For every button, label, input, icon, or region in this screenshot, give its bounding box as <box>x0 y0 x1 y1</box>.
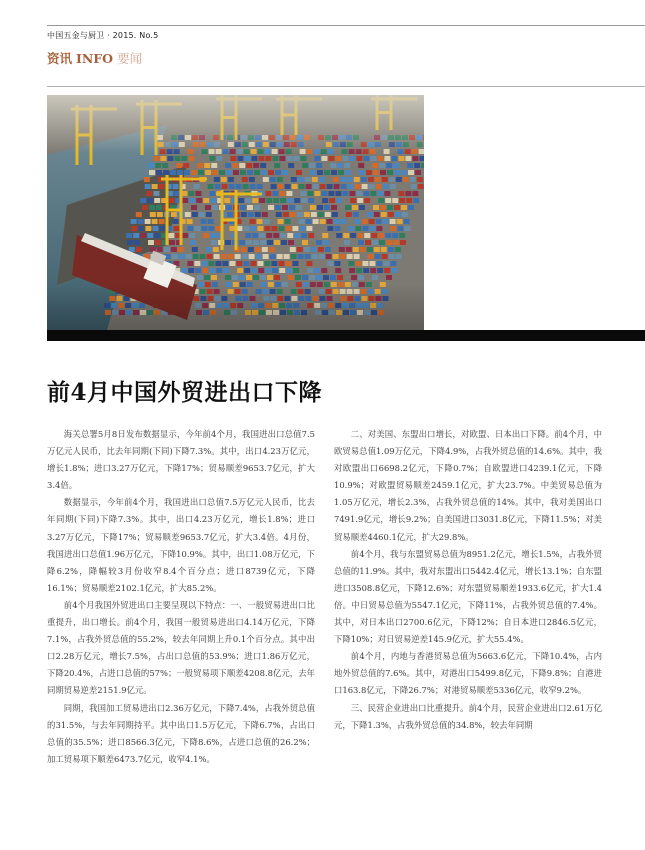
paragraph: 同期，我国加工贸易进出口2.36万亿元，下降7.4%，占我外贸总值的31.5%，与去年同期持平。其中出口1.5万亿元，下降6.7%，占出口总值的35.5%；进口8566.3亿元，下降8.6%，占进口总值的26.2%；加工贸易项下顺差6473.7亿元，收窄4.1%。 <box>47 702 315 764</box>
section-label-en: INFO <box>76 51 114 66</box>
journal-header: 中国五金与厨卫 · 2015. No.5 <box>47 31 159 40</box>
section-sublabel: 要闻 <box>117 51 143 66</box>
article-column-left <box>47 426 315 768</box>
paragraph: 海关总署5月8日发布数据显示，今年前4个月，我国进出口总值7.5万亿元人民币，比去年同期(下同)下降7.3%。其中，出口4.23万亿元，增长1.8%；进口3.27万亿元，下降17%；贸易顺差9653.7亿元，扩大3.4倍。 <box>47 429 315 491</box>
divider-bar <box>47 330 645 341</box>
article-column-right <box>334 426 602 734</box>
paragraph: 前4个月，内地与香港贸易总值为5663.6亿元，下降10.4%，占内地外贸总值的7.6%。其中，对港出口5499.8亿元，下降9.8%；自港进口163.8亿元，下降26.7%；对港贸易顺差5336亿元，收窄9.2%。 <box>334 651 602 696</box>
section-rule <box>47 86 645 87</box>
port-container-terminal-photo <box>47 95 424 330</box>
section-label <box>47 49 142 67</box>
paragraph: 二、对美国、东盟出口增长，对欧盟、日本出口下降。前4个月，中欧贸易总值1.09万亿元，下降4.9%，占我外贸总值的14.6%。其中，我对欧盟出口6698.2亿元，下降0.7%；自欧盟进口4239.1亿元，下降10.9%；对欧盟贸易顺差2459.1亿元，扩大23.7%。中美贸易总值为1.05万亿元，增长2.3%，占我外贸总值的14%。其中，我对美国出口7491.9亿元，增长9.2%；自美国进口3031.8亿元，下降11.5%；对美贸易顺差4460.1亿元，扩大29.8%。 <box>334 429 602 542</box>
paragraph: 三、民营企业进出口比重提升。前4个月，民营企业进出口2.61万亿元，下降1.3%，占我外贸总值的34.8%，较去年同期 <box>334 702 602 730</box>
header-rule <box>47 25 645 26</box>
article-title: 前4月中国外贸进出口下降 <box>47 379 323 406</box>
paragraph: 数据显示，今年前4个月，我国进出口总值7.5万亿元人民币，比去年同期(下同)下降7.3%。其中，出口4.23万亿元，增长1.8%；进口3.27万亿元，下降17%；贸易顺差9653.7亿元，扩大3.4倍。4月份，我国进出口总值1.96万亿元，下降10.9%。其中，出口1.08万亿元，下降6.2%，降幅较3月份收窄8.4个百分点；进口8739亿元，下降16.1%；贸易顺差2102.1亿元，扩大85.2%。 <box>47 497 315 593</box>
paragraph: 前4个月我国外贸进出口主要呈现以下特点：一、一般贸易进出口比重提升，出口增长。前4个月，我国一般贸易进出口4.14万亿元，下降7.1%，占我外贸总值的55.2%，较去年同期上升0.1个百分点。其中出口2.28万亿元，增长7.5%，占出口总值的53.9%；进口1.86万亿元，下降20.4%，占进口总值的57%；一般贸易项下顺差4208.8亿元，去年同期贸易逆差2151.9亿元。 <box>47 599 315 696</box>
paragraph: 前4个月，我与东盟贸易总值为8951.2亿元，增长1.5%，占我外贸总值的11.9%。其中，我对东盟出口5442.4亿元，增长13.1%；自东盟进口3508.8亿元，下降12.6%；对东盟贸易顺差1933.6亿元，扩大1.4倍。中日贸易总值为5547.1亿元，下降11%，占我外贸总值的7.4%。其中，对日本出口2700.6亿元，下降12%；自日本进口2846.5亿元，下降10%；对日贸易逆差145.9亿元，扩大55.4%。 <box>334 548 602 645</box>
section-label-cn: 资讯 <box>47 51 73 66</box>
